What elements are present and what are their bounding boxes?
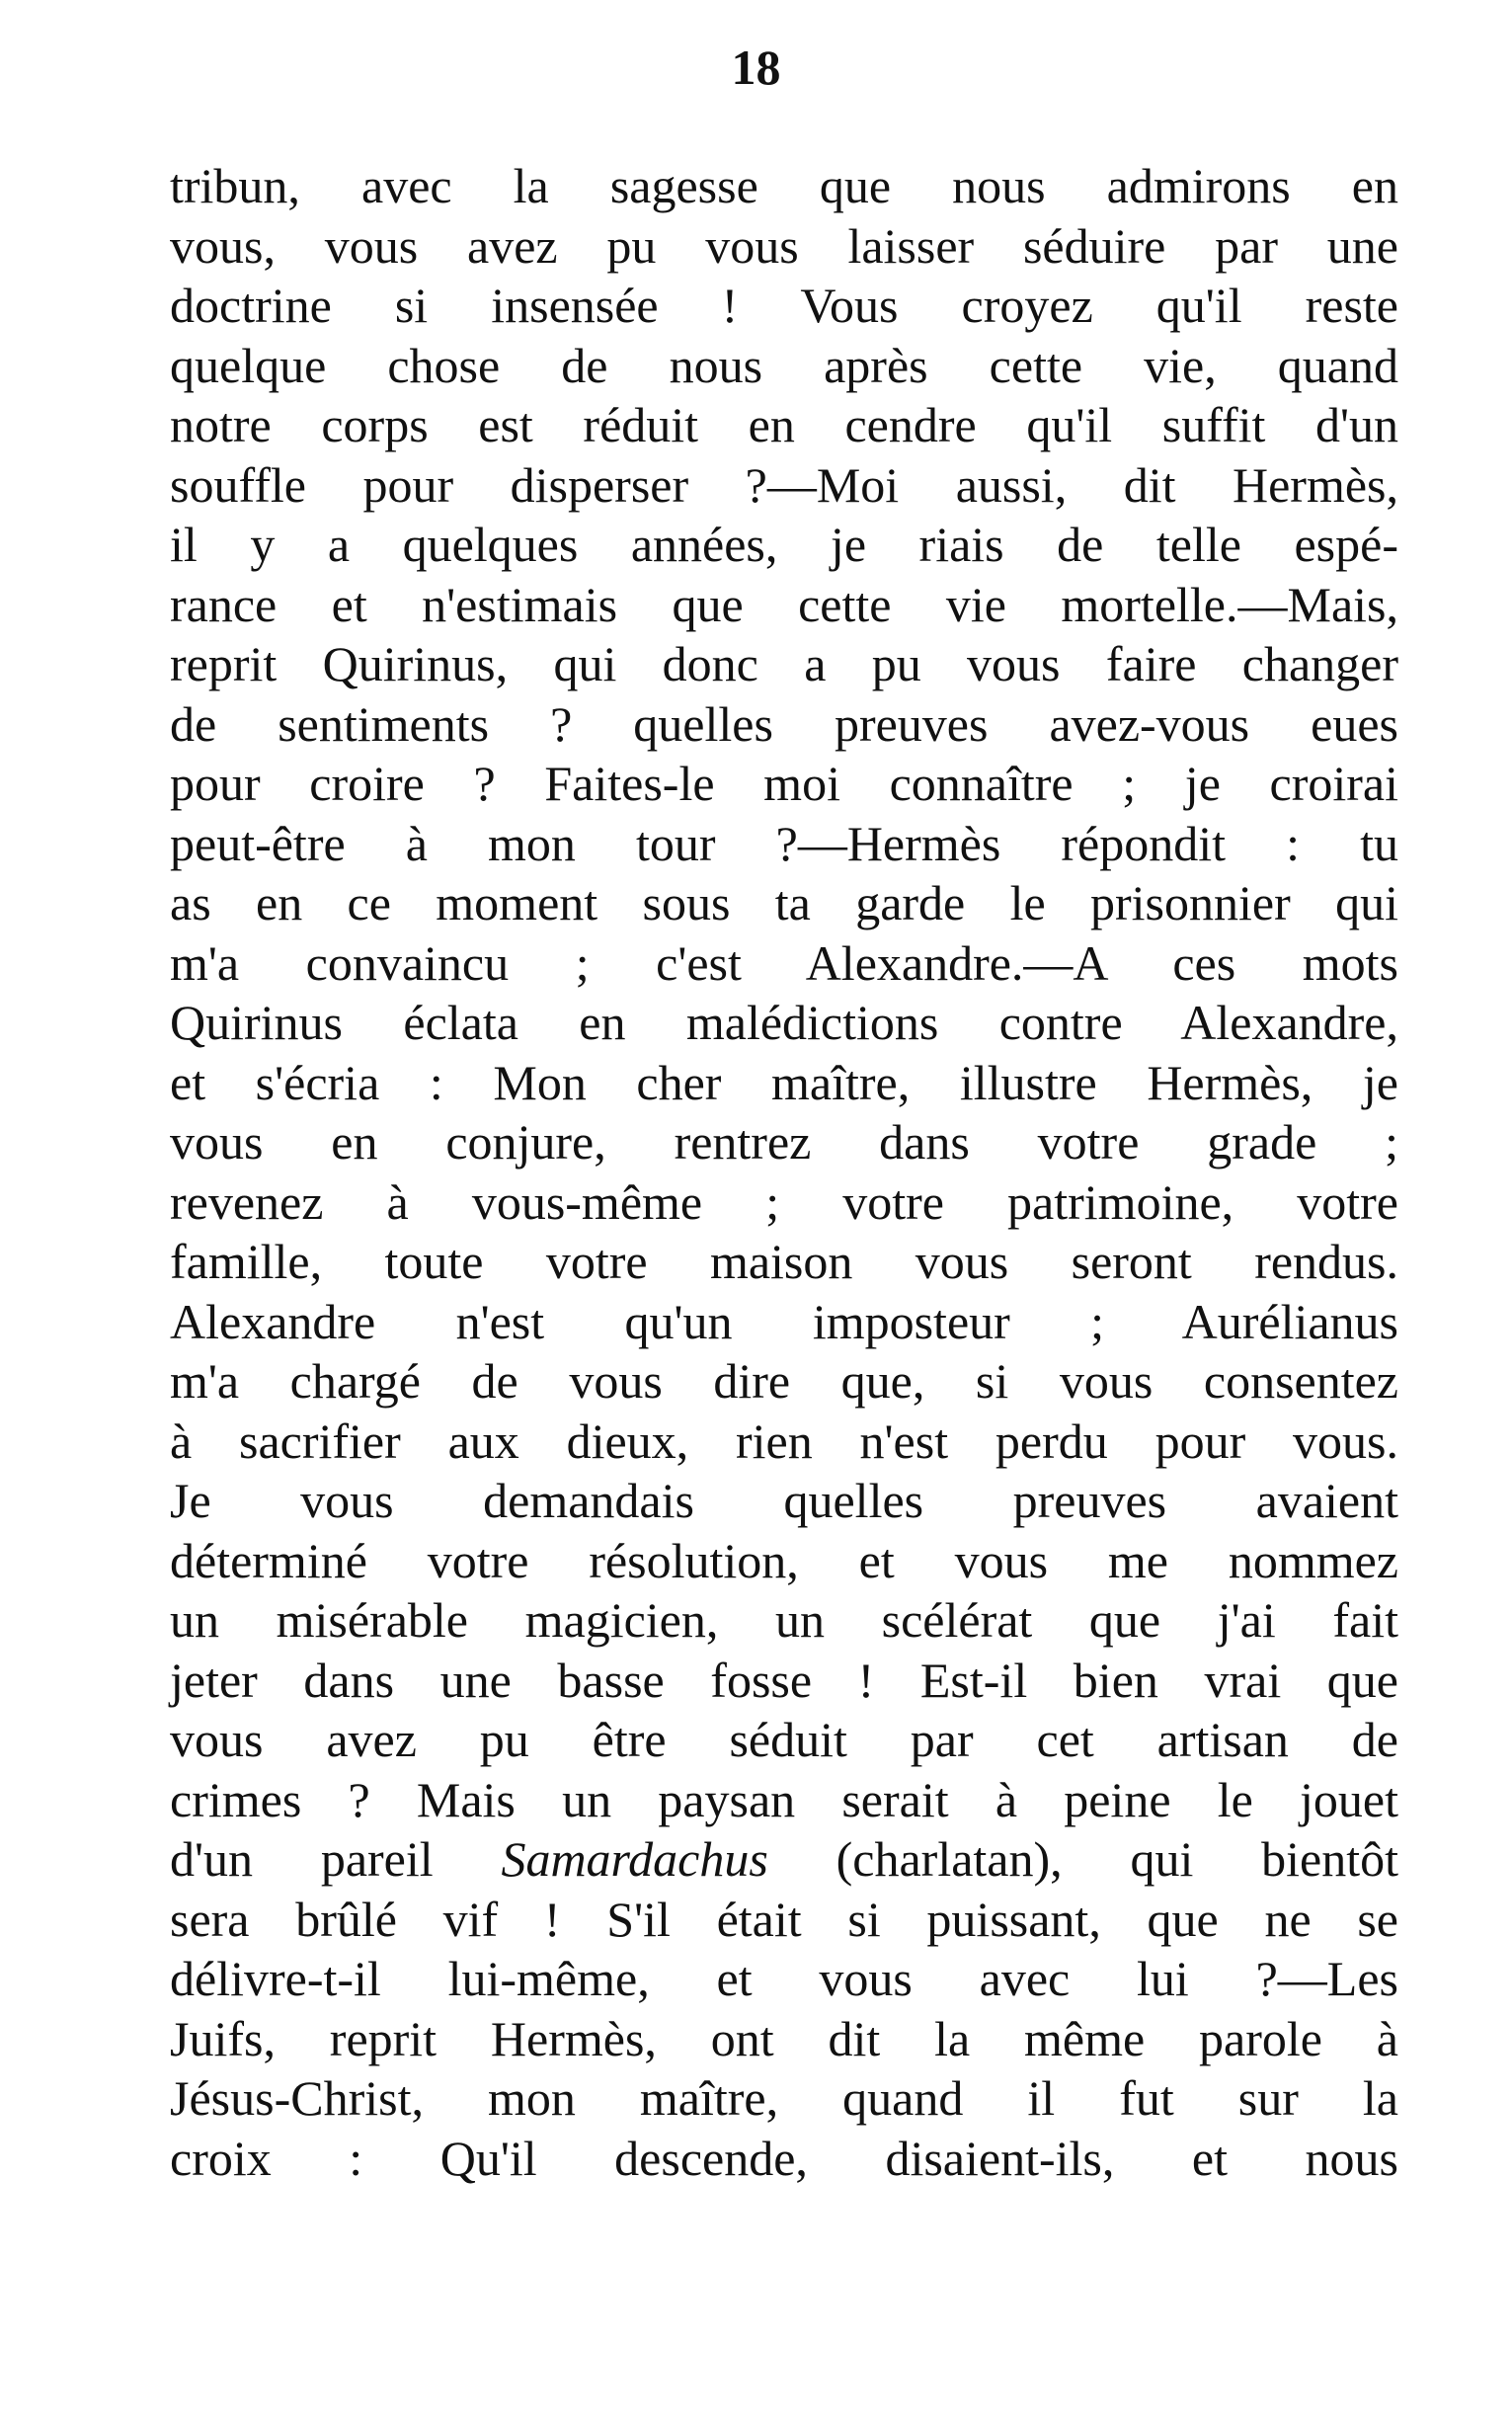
text-line: vous avez pu être séduit par cet artisan de bbox=[170, 1712, 1398, 1767]
text-line: Alexandre n'est qu'un imposteur ; Aurélianus bbox=[170, 1293, 1398, 1349]
text-line: m'a chargé de vous dire que, si vous consentez bbox=[170, 1353, 1398, 1409]
text-line: Jésus-Christ, mon maître, quand il fut sur la bbox=[170, 2070, 1398, 2126]
text-line: notre corps est réduit en cendre qu'il suffit d'un bbox=[170, 397, 1398, 452]
text-line: rance et n'estimais que cette vie mortelle.—Mais, bbox=[170, 576, 1398, 632]
text-line: déterminé votre résolution, et vous me nommez bbox=[170, 1532, 1398, 1588]
text-line-with-italic bbox=[170, 1829, 1398, 1890]
text-line: Je vous demandais quelles preuves avaient bbox=[170, 1473, 1398, 1528]
text-segment: d'un pareil bbox=[170, 1831, 502, 1887]
text-line: un misérable magicien, un scélérat que j'ai fait bbox=[170, 1592, 1398, 1648]
text-segment: (charlatan), qui bientôt bbox=[767, 1831, 1399, 1887]
text-line: m'a convaincu ; c'est Alexandre.—A ces mots bbox=[170, 934, 1398, 991]
text-line: peut-être à mon tour ?—Hermès répondit : tu bbox=[170, 815, 1398, 871]
text-line: vous en conjure, rentrez dans votre grade ; bbox=[170, 1114, 1398, 1170]
text-line: de sentiments ? quelles preuves avez-vous eues bbox=[170, 695, 1398, 752]
text-line: quelque chose de nous après cette vie, quand bbox=[170, 337, 1398, 393]
italic-term: Samardachus bbox=[501, 1831, 768, 1887]
text-line: crimes ? Mais un paysan serait à peine le jouet bbox=[170, 1771, 1398, 1827]
text-line: souffle pour disperser ?—Moi aussi, dit Hermès, bbox=[170, 456, 1398, 513]
text-line: à sacrifier aux dieux, rien n'est perdu pour vous. bbox=[170, 1412, 1398, 1469]
text-line: délivre-t-il lui-même, et vous avec lui ?—Les bbox=[170, 1951, 1398, 2006]
text-line: sera brûlé vif ! S'il était si puissant, que ne se bbox=[170, 1891, 1398, 1947]
text-line: Juifs, reprit Hermès, ont dit la même parole à bbox=[170, 2010, 1398, 2066]
text-line: vous, vous avez pu vous laisser séduire par une bbox=[170, 217, 1398, 274]
text-line: et s'écria : Mon cher maître, illustre Hermès, je bbox=[170, 1054, 1398, 1110]
text-line: jeter dans une basse fosse ! Est-il bien vrai que bbox=[170, 1652, 1398, 1708]
text-line: revenez à vous-même ; votre patrimoine, votre bbox=[170, 1173, 1398, 1230]
page-number: 18 bbox=[731, 40, 781, 95]
text-line: tribun, avec la sagesse que nous admirons en bbox=[170, 158, 1398, 213]
text-line: Quirinus éclata en malédictions contre Alexandre, bbox=[170, 995, 1398, 1050]
text-line: croix : Qu'il descende, disaient-ils, et nous bbox=[170, 2130, 1398, 2186]
body-text bbox=[170, 156, 1398, 2188]
text-line: doctrine si insensée ! Vous croyez qu'il reste bbox=[170, 278, 1398, 333]
text-line: as en ce moment sous ta garde le prisonnier qui bbox=[170, 875, 1398, 930]
text-line: pour croire ? Faites-le moi connaître ; je croirai bbox=[170, 756, 1398, 811]
text-line: il y a quelques années, je riais de telle espé- bbox=[170, 517, 1398, 572]
text-line: reprit Quirinus, qui donc a pu vous faire changer bbox=[170, 636, 1398, 691]
text-line: famille, toute votre maison vous seront rendus. bbox=[170, 1234, 1398, 1289]
